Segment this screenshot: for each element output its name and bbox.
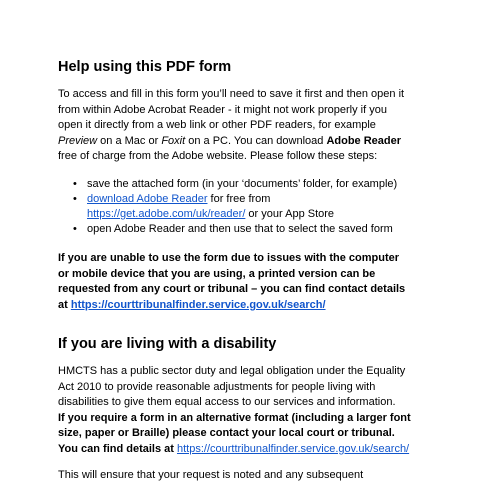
- disability-line: HMCTS has a public sector duty and legal obligation under the Equality: [58, 365, 406, 377]
- intro-text: on a Mac or: [97, 134, 162, 147]
- step-text: for free from: [207, 193, 271, 205]
- notice-line: If you are unable to use the form due to issues with the computer: [58, 252, 400, 264]
- trailing-paragraph: [58, 468, 438, 484]
- section-heading-pdf-help: Help using this PDF form: [58, 59, 232, 75]
- intro-line: from within Adobe Acrobat Reader - it might not work properly if you: [58, 103, 387, 116]
- disability-line: [58, 442, 438, 458]
- adobe-reader-text: Adobe Reader: [326, 134, 402, 147]
- disability-line: size, paper or Braille) please contact your local court or tribunal.: [58, 427, 395, 440]
- list-item: [58, 177, 438, 192]
- intro-line: free of charge from the Adobe website. Please follow these steps:: [58, 150, 378, 163]
- steps-list: [58, 177, 438, 237]
- list-item: [58, 222, 438, 237]
- bullet-icon: •: [73, 223, 77, 235]
- trailing-line: This will ensure that your request is noted and any subsequent: [58, 469, 364, 481]
- notice-line: [58, 298, 438, 314]
- disability-line: disabilities to give them equal access to our services and information.: [58, 396, 396, 409]
- disability-paragraph: [58, 364, 438, 458]
- preview-text: Preview: [58, 134, 98, 147]
- download-adobe-reader-link[interactable]: download Adobe Reader: [87, 193, 208, 205]
- bullet-icon: •: [73, 178, 77, 190]
- section-heading-disability: If you are living with a disability: [58, 336, 277, 352]
- disability-line: If you require a form in an alternative format (including a larger font: [58, 411, 411, 424]
- disability-line: Act 2010 to provide reasonable adjustments for people living with: [58, 380, 376, 393]
- step-text: or your App Store: [245, 208, 335, 220]
- step-text: open Adobe Reader and then use that to select the saved form: [87, 223, 393, 235]
- court-finder-link[interactable]: https://courttribunalfinder.service.gov.uk/search/: [70, 298, 326, 311]
- intro-line: [58, 134, 438, 150]
- list-item: [58, 192, 438, 222]
- notice-text: at: [58, 298, 71, 311]
- notice-line: or mobile device that you are using, a printed version can be: [58, 267, 376, 280]
- printed-version-notice: [58, 251, 438, 313]
- intro-paragraph: [58, 87, 438, 165]
- step-text: save the attached form (in your ‘documents’ folder, for example): [87, 178, 398, 190]
- intro-line: open it directly from a web link or other PDF readers, for example: [58, 119, 376, 132]
- adobe-url-link[interactable]: https://get.adobe.com/uk/reader/: [87, 208, 246, 220]
- bullet-icon: •: [73, 193, 77, 205]
- intro-text: on a PC. You can download: [185, 134, 327, 147]
- notice-line: requested from any court or tribunal – you can find contact details: [58, 283, 406, 296]
- court-finder-link-2[interactable]: https://courttribunalfinder.service.gov.uk/search/: [176, 442, 410, 455]
- foxit-text: Foxit: [161, 134, 186, 147]
- intro-line: To access and fill in this form you’ll need to save it first and then open it: [58, 88, 405, 100]
- details-text: You can find details at: [58, 442, 177, 455]
